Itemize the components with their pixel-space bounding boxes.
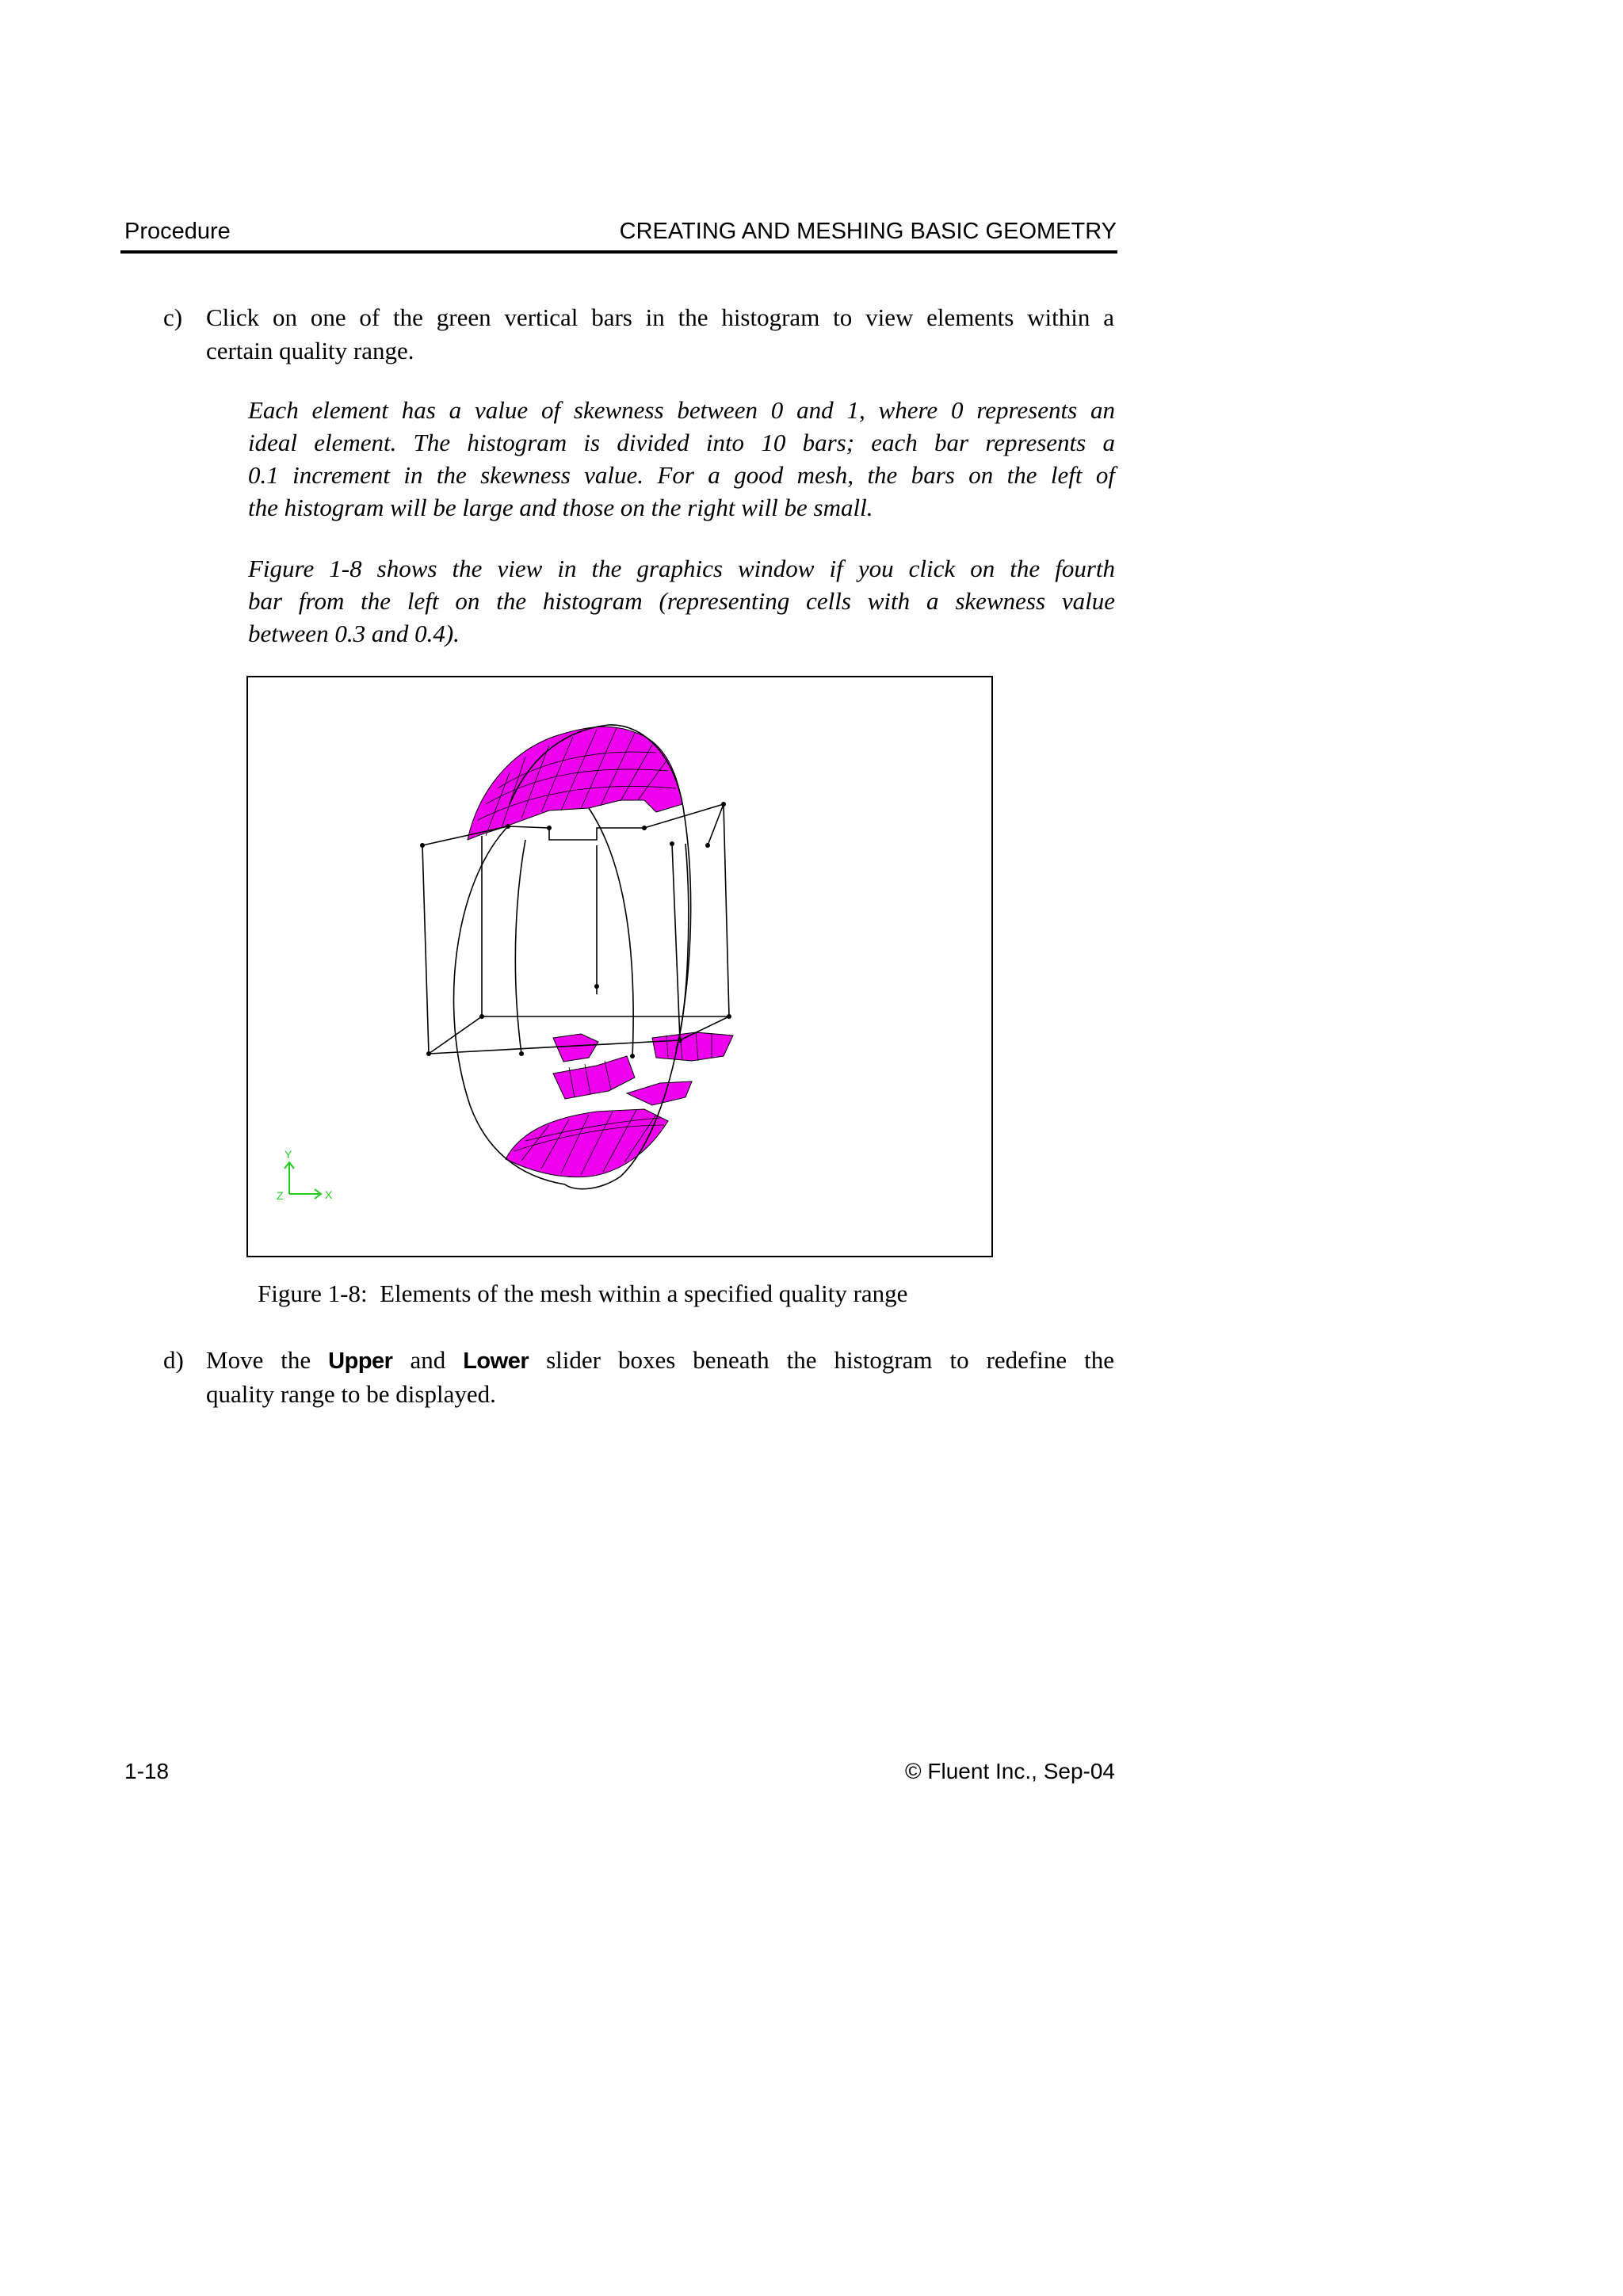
skewness-note-line1: Each element has a value of skewness between 0 and 1, where 0 represents an <box>248 396 1115 424</box>
step-c-marker: c) <box>163 303 183 331</box>
header-rule <box>120 250 1117 254</box>
axis-triad-icon <box>285 1162 321 1199</box>
step-c <box>163 301 1114 368</box>
graphics-window-figure <box>246 676 993 1257</box>
cylinder-inner-arc-3 <box>676 844 689 1050</box>
step-c-text <box>206 301 1114 368</box>
step-d-line2: quality range to be displayed. <box>206 1380 496 1408</box>
step-d-pre: Move the <box>206 1346 329 1374</box>
figure-caption: Figure 1-8: Elements of the mesh within a specified quality range <box>258 1280 908 1307</box>
page-number: 1-18 <box>124 1759 170 1783</box>
box-front-top <box>708 804 724 845</box>
axis-label-z: Z <box>277 1189 284 1202</box>
skewness-note <box>248 394 1115 524</box>
axis-label-y: Y <box>285 1148 292 1161</box>
mid-mesh-patch-1 <box>553 1034 598 1062</box>
box-left-vertical <box>422 845 429 1054</box>
step-d-marker: d) <box>163 1346 184 1374</box>
upper-slider-term: Upper <box>328 1348 393 1374</box>
box-bottom-front <box>429 1040 680 1054</box>
skewness-note-line2: ideal element. The histogram is divided into 10 bars; each bar represents a <box>248 429 1115 456</box>
figure-note-line2: bar from the left on the histogram (representing cells with a skewness value <box>248 587 1115 615</box>
mid-mesh-patch-4 <box>627 1081 692 1105</box>
cylinder-inner-arc-1 <box>515 840 525 1054</box>
copyright: © Fluent Inc., Sep-04 <box>905 1759 1115 1783</box>
figure-note-line3: between 0.3 and 0.4). <box>248 620 460 647</box>
mesh-drawing <box>248 677 991 1256</box>
cylinder-inner-arc-2 <box>589 808 633 1058</box>
step-d-post: slider boxes beneath the histogram to redefine the <box>529 1346 1114 1374</box>
skewness-note-line4: the histogram will be large and those on the right will be small. <box>248 494 873 521</box>
mesh-elements <box>468 727 733 1177</box>
box-mid-vertical <box>672 844 680 1040</box>
step-d <box>163 1344 1114 1411</box>
header-section: Procedure <box>124 219 231 244</box>
header-chapter: CREATING AND MESHING BASIC GEOMETRY <box>619 219 1117 244</box>
lower-slider-term: Lower <box>463 1348 529 1374</box>
skewness-note-line3: 0.1 increment in the skewness value. For a good mesh, the bars on the left of <box>248 461 1115 489</box>
step-d-line1 <box>206 1344 1114 1378</box>
figure-note <box>248 552 1115 650</box>
box-right-vertical <box>724 804 729 1016</box>
mid-mesh-patch-3 <box>652 1032 733 1061</box>
figure-note-line1: Figure 1-8 shows the view in the graphics window if you click on the fourth <box>248 555 1115 582</box>
step-d-text <box>206 1344 1114 1411</box>
step-d-mid: and <box>392 1346 464 1374</box>
step-c-line1: Click on one of the green vertical bars in the histogram to view elements within a <box>206 303 1114 331</box>
axis-label-x: X <box>325 1188 333 1201</box>
step-c-line2: certain quality range. <box>206 337 414 364</box>
mid-mesh-patch-2 <box>553 1056 635 1099</box>
